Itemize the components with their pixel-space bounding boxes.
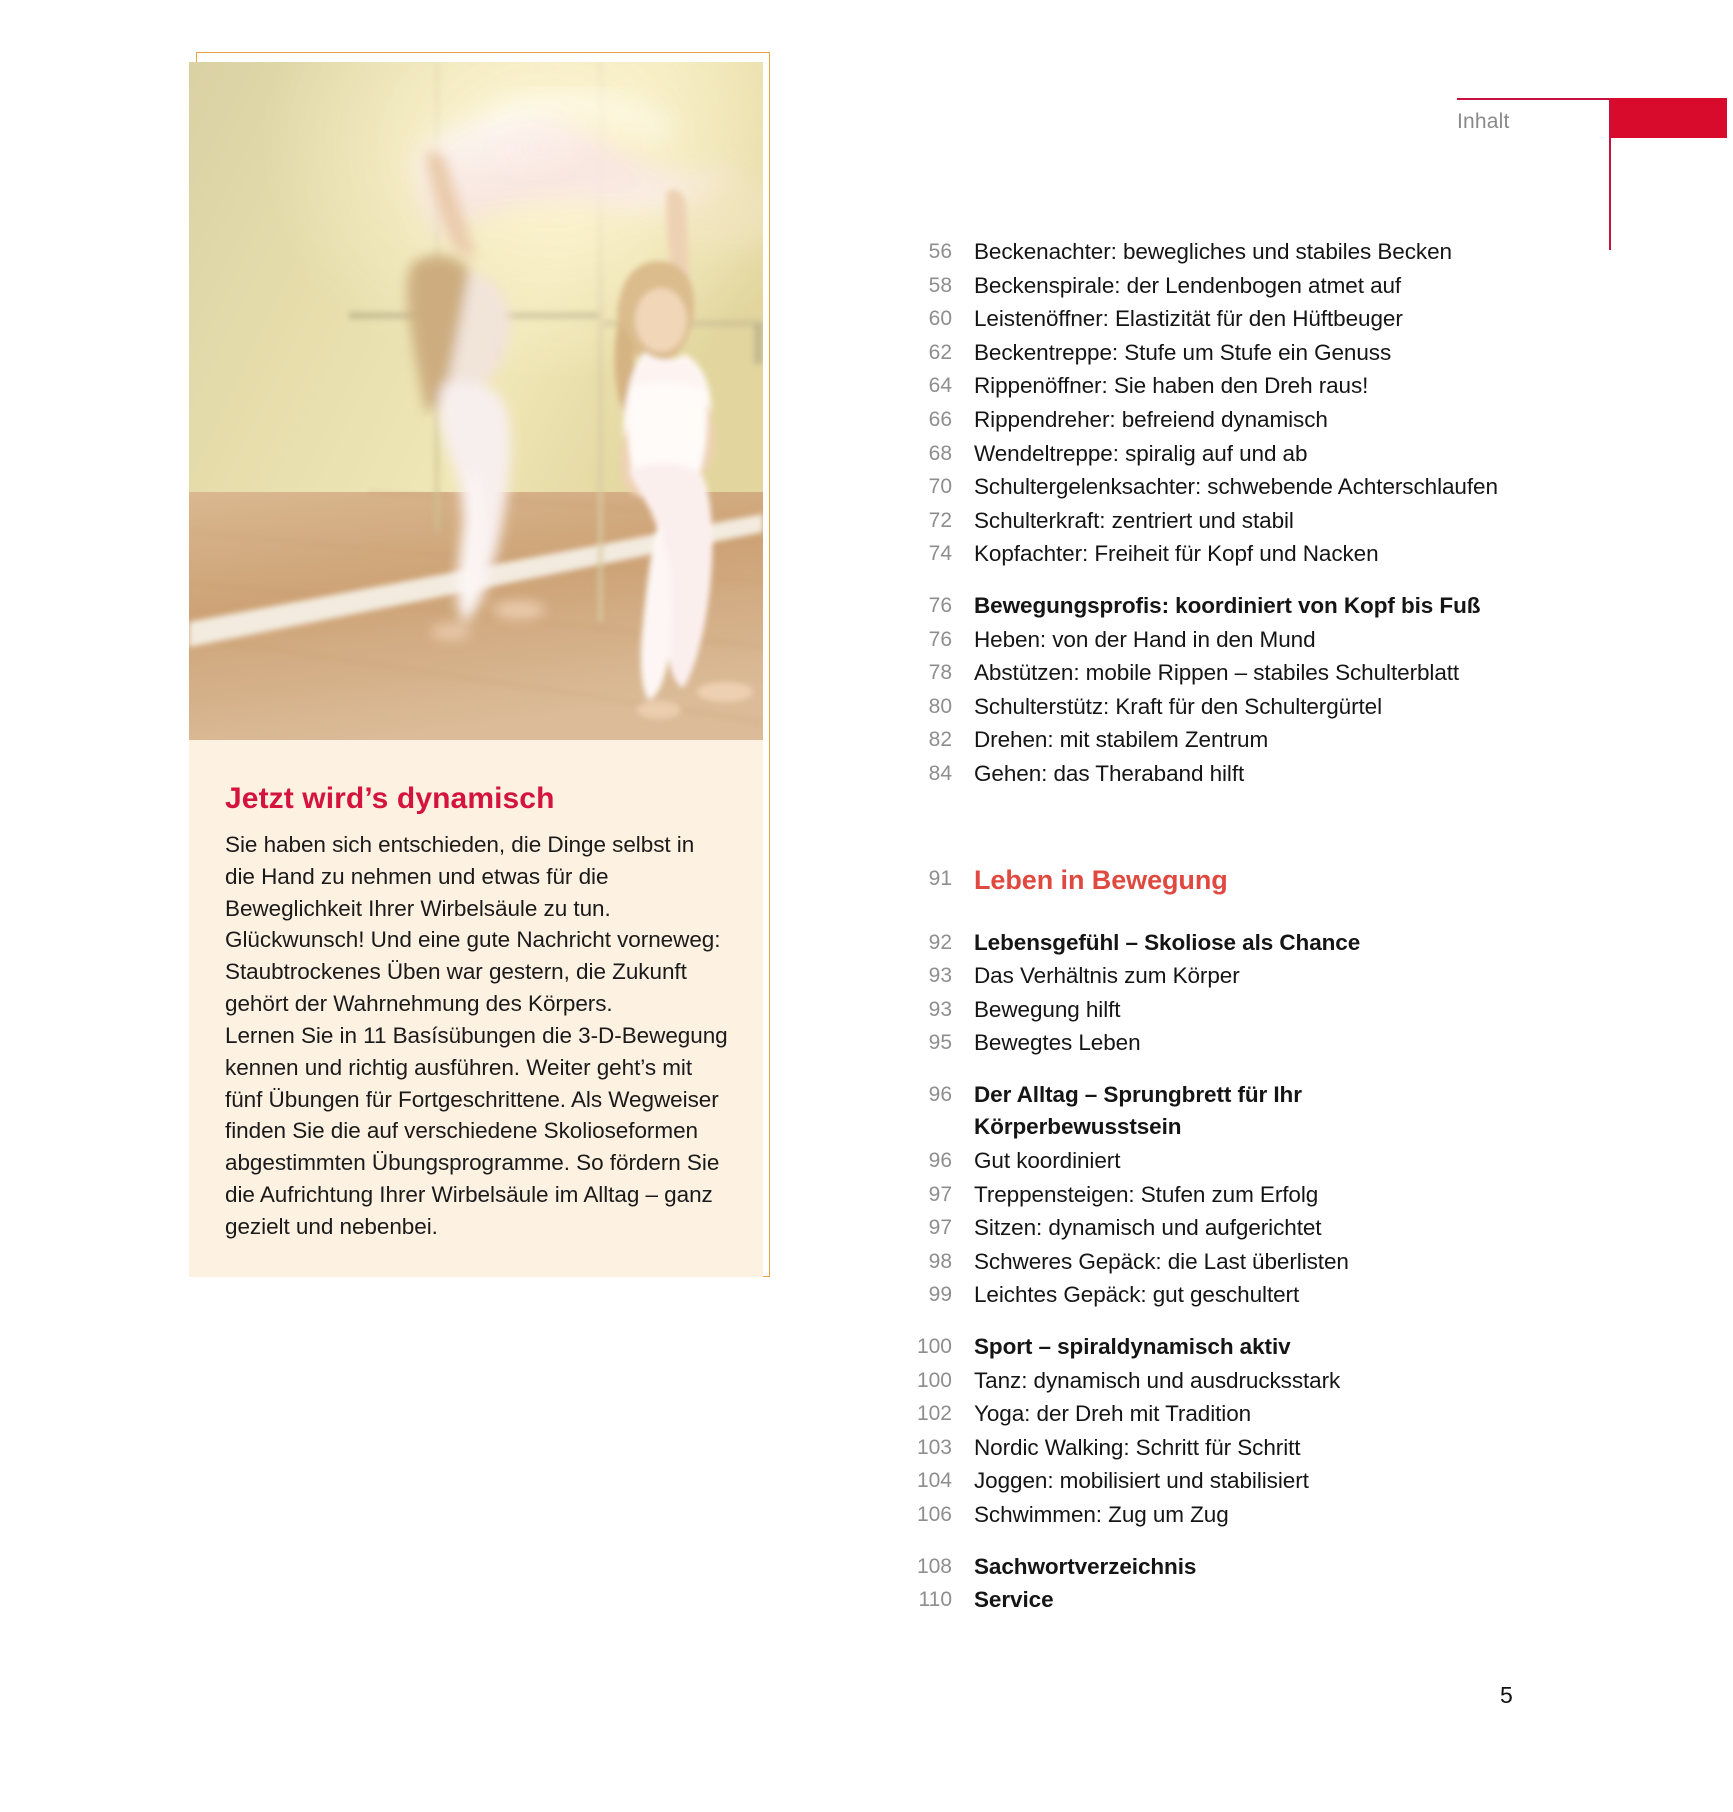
toc-page-number: 102 [916,1402,952,1426]
toc-page-number: 68 [928,441,952,465]
toc-entry-label: Tanz: dynamisch und ausdrucksstark [974,1367,1341,1393]
toc-page-number: 97 [928,1182,952,1206]
dance-photo-image [189,62,763,740]
toc-entry-label: Yoga: der Dreh mit Tradition [974,1401,1252,1427]
toc-entry-row[interactable] [880,1465,1500,1498]
toc-entry-row[interactable] [880,1365,1500,1398]
page-number: 5 [1500,1682,1513,1708]
toc-page-number: 100 [916,1335,952,1359]
toc-page-number: 82 [928,728,952,752]
toc-section-heading[interactable] [880,863,1500,897]
toc-entry-label: Der Alltag – Sprungbrett für Ihr Körperbewusstsein [974,1081,1302,1140]
toc-page-number: 76 [928,593,952,617]
toc-page-number: 98 [928,1249,952,1273]
toc-entry-label: Schulterstütz: Kraft für den Schultergürtel [974,693,1383,719]
toc-entry-row[interactable] [880,994,1500,1027]
toc-page-number: 78 [928,661,952,685]
toc-entry-label: Sport – spiraldynamisch aktiv [974,1334,1291,1360]
toc-entry-label: Sachwortverzeichnis [974,1553,1197,1579]
toc-entry-row[interactable] [880,624,1500,657]
toc-entry-label: Schultergelenksachter: schwebende Achterschlaufen [974,474,1498,500]
toc-entry-label: Schweres Gepäck: die Last überlisten [974,1248,1349,1274]
toc-entry-label: Wendeltreppe: spiralig auf und ab [974,440,1308,466]
toc-entry-label: Bewegtes Leben [974,1030,1141,1056]
toc-page-number: 95 [928,1031,952,1055]
toc-page-number: 93 [928,964,952,988]
toc-entry-row[interactable] [880,1398,1500,1431]
toc-page-number: 96 [928,1082,952,1106]
toc-page-number: 80 [928,694,952,718]
toc-subsection-row[interactable] [880,927,1500,960]
toc-entry-label: Abstützen: mobile Rippen – stabiles Schulterblatt [974,660,1460,686]
toc-page-number: 106 [916,1503,952,1526]
toc-entry-label: Rippenöffner: Sie haben den Dreh raus! [974,373,1369,399]
toc-entry-label: Beckentreppe: Stufe um Stufe ein Genuss [974,339,1392,365]
toc-page-number: 108 [916,1554,952,1578]
toc-entry-row[interactable] [880,1246,1500,1279]
toc-entry-row[interactable] [880,1432,1500,1465]
toc-entry-label: Das Verhältnis zum Körper [974,963,1240,989]
toc-subsection-row[interactable] [880,590,1500,623]
intro-title: Jetzt wird’s dynamisch [225,782,555,815]
toc-entry-label: Service [974,1587,1054,1613]
toc-entry-row[interactable] [880,370,1500,403]
toc-entry-row[interactable] [880,758,1500,791]
toc-entry-label: Sitzen: dynamisch und aufgerichtet [974,1215,1322,1241]
toc-entry-row[interactable] [880,657,1500,690]
toc-entry-label: Nordic Walking: Schritt für Schritt [974,1434,1301,1460]
toc-page-number: 76 [928,627,952,651]
toc-page-number: 96 [928,1149,952,1173]
toc-entry-row[interactable] [880,303,1500,336]
toc-entry-row[interactable] [880,236,1500,269]
toc-page-number: 104 [916,1469,952,1493]
toc-entry-row[interactable] [880,1279,1500,1312]
toc-entry-row[interactable] [880,1179,1500,1212]
toc-page-number: 92 [928,930,952,954]
toc-entry-label: Gehen: das Theraband hilft [974,760,1245,786]
toc-subsection-row[interactable] [880,1331,1500,1364]
toc-entry-label: Lebensgefühl – Skoliose als Chance [974,929,1361,955]
toc-page-number: 72 [928,508,952,532]
toc-page-number: 74 [928,542,952,566]
toc-entry-row[interactable] [880,1212,1500,1245]
running-head-label: Inhalt [1457,110,1510,133]
toc-entry-label: Kopfachter: Freiheit für Kopf und Nacken [974,541,1379,567]
toc-page-number: 62 [928,340,952,364]
toc-entry-label: Rippendreher: befreiend dynamisch [974,406,1328,432]
toc-entry-label: Gut koordiniert [974,1148,1121,1174]
toc-entry-label: Schwimmen: Zug um Zug [974,1502,1229,1527]
toc-entry-label: Leben in Bewegung [974,864,1228,895]
table-of-contents [880,236,1500,1618]
toc-page-number: 66 [928,407,952,431]
red-tab-block [1610,98,1727,138]
dance-photo [189,62,763,740]
toc-page-number: 97 [928,1216,952,1240]
toc-entry-row[interactable] [880,438,1500,471]
toc-entry-label: Schulterkraft: zentriert und stabil [974,507,1294,533]
toc-page-number: 58 [928,273,952,297]
toc-subsection-row[interactable] [880,1551,1500,1584]
toc-page-number: 93 [928,997,952,1021]
toc-entry-label: Bewegung hilft [974,996,1121,1022]
toc-page-number: 100 [916,1368,952,1392]
toc-entry-label: Joggen: mobilisiert und stabilisiert [974,1468,1309,1494]
toc-entry-row[interactable] [880,1027,1500,1060]
intro-paragraph-1: Sie haben sich entschieden, die Dinge selbst in die Hand zu nehmen und etwas für die Beweglichkeit Ihrer Wirbelsäule zu tun. Glückwunsch! Und eine gute Nachricht vorneweg: Staubtrockenes Üben war gestern, die Zukunft gehört der Wahrnehmung des Körpers. [225,832,721,1017]
toc-entry-row[interactable] [880,404,1500,437]
toc-page-number: 103 [916,1435,952,1459]
toc-entry-row[interactable] [880,960,1500,993]
toc-subsection-row[interactable] [880,1079,1500,1144]
toc-entry-label: Beckenspirale: der Lendenbogen atmet auf [974,272,1402,298]
toc-entry-row[interactable] [880,1145,1500,1178]
toc-page-number: 56 [928,240,952,263]
toc-page-number: 60 [928,307,952,331]
toc-page-number: 91 [928,866,952,890]
toc-entry-label: Leichtes Gepäck: gut geschultert [974,1282,1300,1308]
toc-page-number: 99 [928,1283,952,1307]
running-head [1457,98,1617,134]
toc-page-number: 70 [928,475,952,499]
toc-page-number: 84 [928,761,952,785]
intro-paragraph-2: Lernen Sie in 11 Basísübungen die 3-D-Bewegung kennen und richtig ausführen. Weiter geht’s mit fünf Übungen für Fortgeschrittene. Als Wegweiser finden Sie die auf verschiedene Skolioseformen abgestimmten Übungsprogramme. So fördern Sie die Aufrichtung Ihrer Wirbelsäule im Alltag – ganz gezielt und nebenbei. [225,1022,728,1239]
intro-panel [189,740,763,1277]
toc-entry-label: Beckenachter: bewegliches und stabiles Becken [974,239,1452,264]
vertical-rule [1609,98,1611,250]
toc-page-number: 64 [928,374,952,398]
toc-entry-row[interactable] [880,691,1500,724]
toc-entry-row[interactable] [880,1499,1500,1532]
toc-entry-label: Drehen: mit stabilem Zentrum [974,727,1269,753]
toc-entry-row[interactable] [880,505,1500,538]
toc-entry-row[interactable] [880,337,1500,370]
toc-page-number: 110 [918,1588,952,1612]
toc-entry-label: Bewegungsprofis: koordiniert von Kopf bis Fuß [974,592,1481,618]
toc-entry-label: Heben: von der Hand in den Mund [974,626,1316,652]
toc-entry-row[interactable] [880,270,1500,303]
toc-entry-label: Leistenöffner: Elastizität für den Hüftbeuger [974,306,1403,332]
toc-entry-row[interactable] [880,724,1500,757]
toc-entry-label: Treppensteigen: Stufen zum Erfolg [974,1181,1319,1207]
intro-body [225,829,729,1243]
toc-entry-row[interactable] [880,538,1500,571]
toc-subsection-row[interactable] [880,1584,1500,1617]
toc-entry-row[interactable] [880,471,1500,504]
